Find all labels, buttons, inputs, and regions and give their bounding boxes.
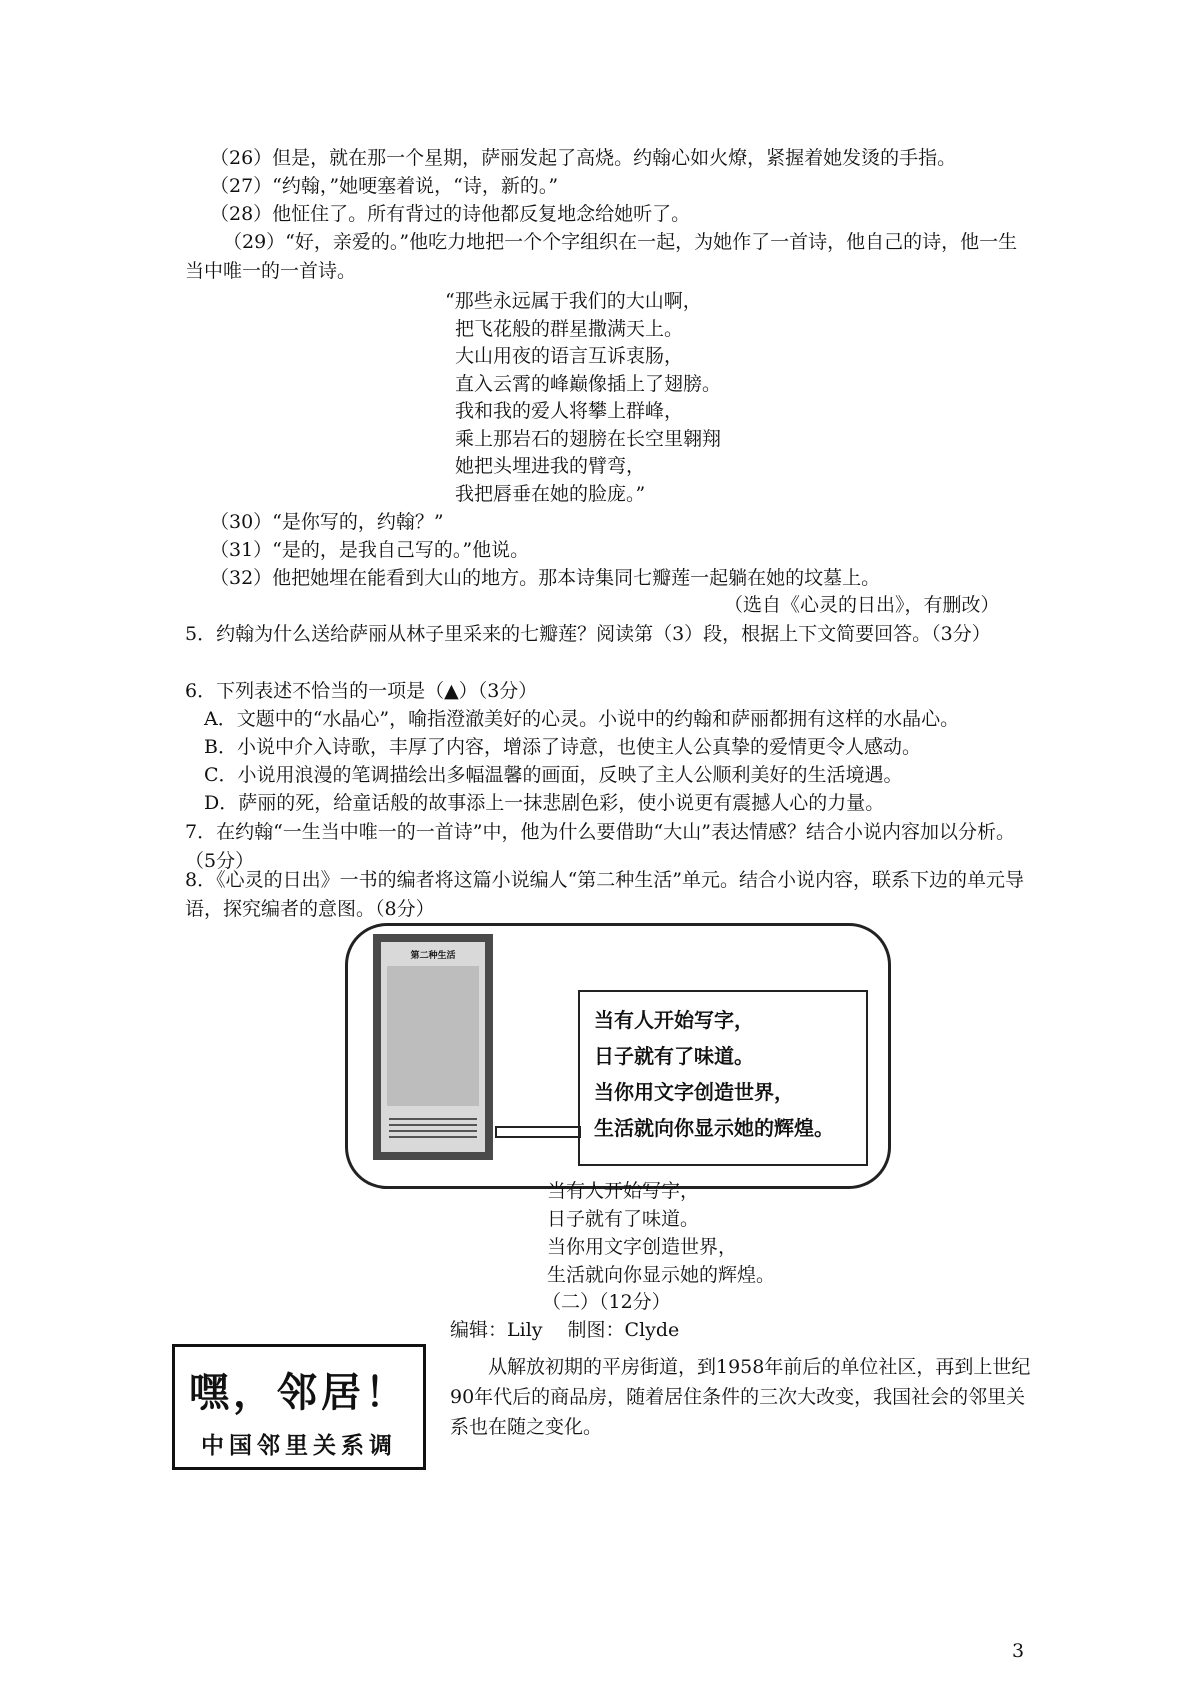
guide-line: 日子就有了味道。 [547, 1208, 700, 1230]
paragraph-30: （30）“是你写的，约翰？” [210, 511, 444, 533]
option-d: D．萨丽的死，给童话般的故事添上一抹悲剧色彩，使小说更有震撼人心的力量。 [204, 792, 885, 814]
option-b: B．小说中介入诗歌，丰厚了内容，增添了诗意，也使主人公真挚的爱情更令人感动。 [204, 736, 921, 758]
page-number: 3 [1012, 1640, 1025, 1662]
guide-callout-box [578, 990, 868, 1166]
paragraph-32: （32）他把她埋在能看到大山的地方。那本诗集同七瓣莲一起躺在她的坟墓上。 [210, 567, 881, 589]
poem-line: 直入云霄的峰巅像插上了翅膀。 [455, 372, 722, 395]
paragraph-29: （29）“好，亲爱的。”他吃力地把一个个字组织在一起，为她作了一首诗，他自己的诗，他一生当中唯一的一首诗。 [185, 231, 1018, 282]
poem-line: “那些永远属于我们的大山啊， [445, 290, 702, 312]
poem-line: 我和我的爱人将攀上群峰， [455, 400, 684, 422]
poem-line: 我把唇垂在她的脸庞。” [455, 482, 646, 505]
poem-line: 乘上那岩石的翅膀在长空里翱翔 [455, 427, 722, 450]
guide-line: 生活就向你显示她的辉煌。 [547, 1264, 776, 1286]
guide-line: 当你用文字创造世界， [547, 1236, 738, 1258]
paragraph-28: （28）他怔住了。所有背过的诗他都反复地念给她听了。 [210, 203, 691, 225]
book-caption-lines [389, 1118, 477, 1140]
paragraph-27: （27）“约翰，”她哽塞着说，“诗，新的。” [210, 175, 559, 197]
section-heading: （二）（12分） [542, 1291, 671, 1313]
book-illustration [387, 966, 479, 1106]
poem-line: 她把头埋进我的臂弯， [455, 455, 646, 477]
callout-arrow [495, 1126, 581, 1138]
poem-line: 把飞花般的群星撒满天上。 [455, 317, 684, 340]
guide-callout-line: 日子就有了味道。 [594, 1044, 754, 1068]
neighbor-logo [172, 1344, 426, 1470]
guide-callout-line: 当有人开始写字， [594, 1008, 754, 1032]
logo-title: 嘿，邻居！ [189, 1370, 409, 1416]
question-6: 6．下列表述不恰当的一项是（▲）（3分） [185, 680, 538, 702]
guide-line: 当有人开始写字， [547, 1180, 700, 1202]
guide-callout-line: 生活就向你显示她的辉煌。 [594, 1116, 834, 1140]
unit-guide-text [547, 1177, 775, 1289]
option-a: A．文题中的“水晶心”，喻指澄澈美好的心灵。小说中的约翰和萨丽都拥有这样的水晶心。 [204, 708, 960, 730]
option-c: C．小说用浪漫的笔调描绘出多幅温馨的画面，反映了主人公顺利美好的生活境遇。 [204, 764, 903, 786]
poem [445, 288, 722, 508]
paragraph-26: （26）但是，就在那一个星期，萨丽发起了高烧。约翰心如火燎，紧握着她发烫的手指。 [210, 147, 957, 169]
book-title: 第二种生活 [410, 951, 456, 961]
book-cover-image [373, 934, 493, 1160]
source-note: （选自《心灵的日出》，有删改） [724, 594, 1000, 616]
section-intro: 从解放初期的平房街道，到1958年前后的单位社区，再到上世纪90年代后的商品房，随着居住条件的三次大改变，我国社会的邻里关系也在随之变化。 [450, 1356, 1031, 1438]
logo-subtitle: 中国邻里关系调 [201, 1433, 397, 1459]
credits: 编辑：Lily 制图：Clyde [450, 1319, 680, 1341]
poem-line: 大山用夜的语言互诉衷肠， [455, 345, 684, 367]
paragraph-31: （31）“是的，是我自己写的。”他说。 [210, 539, 530, 561]
question-5: 5．约翰为什么送给萨丽从林子里采来的七瓣莲？阅读第（3）段，根据上下文简要回答。（3分） [185, 623, 991, 645]
question-8: 8．《心灵的日出》一书的编者将这篇小说编人“第二种生活”单元。结合小说内容，联系下边的单元导语，探究编者的意图。（8分） [185, 869, 1025, 920]
question-7: 7．在约翰“一生当中唯一的一首诗”中，他为什么要借助“大山”表达情感？结合小说内容加以分析。（5分） [185, 821, 1015, 872]
guide-callout-line: 当你用文字创造世界， [594, 1080, 794, 1104]
